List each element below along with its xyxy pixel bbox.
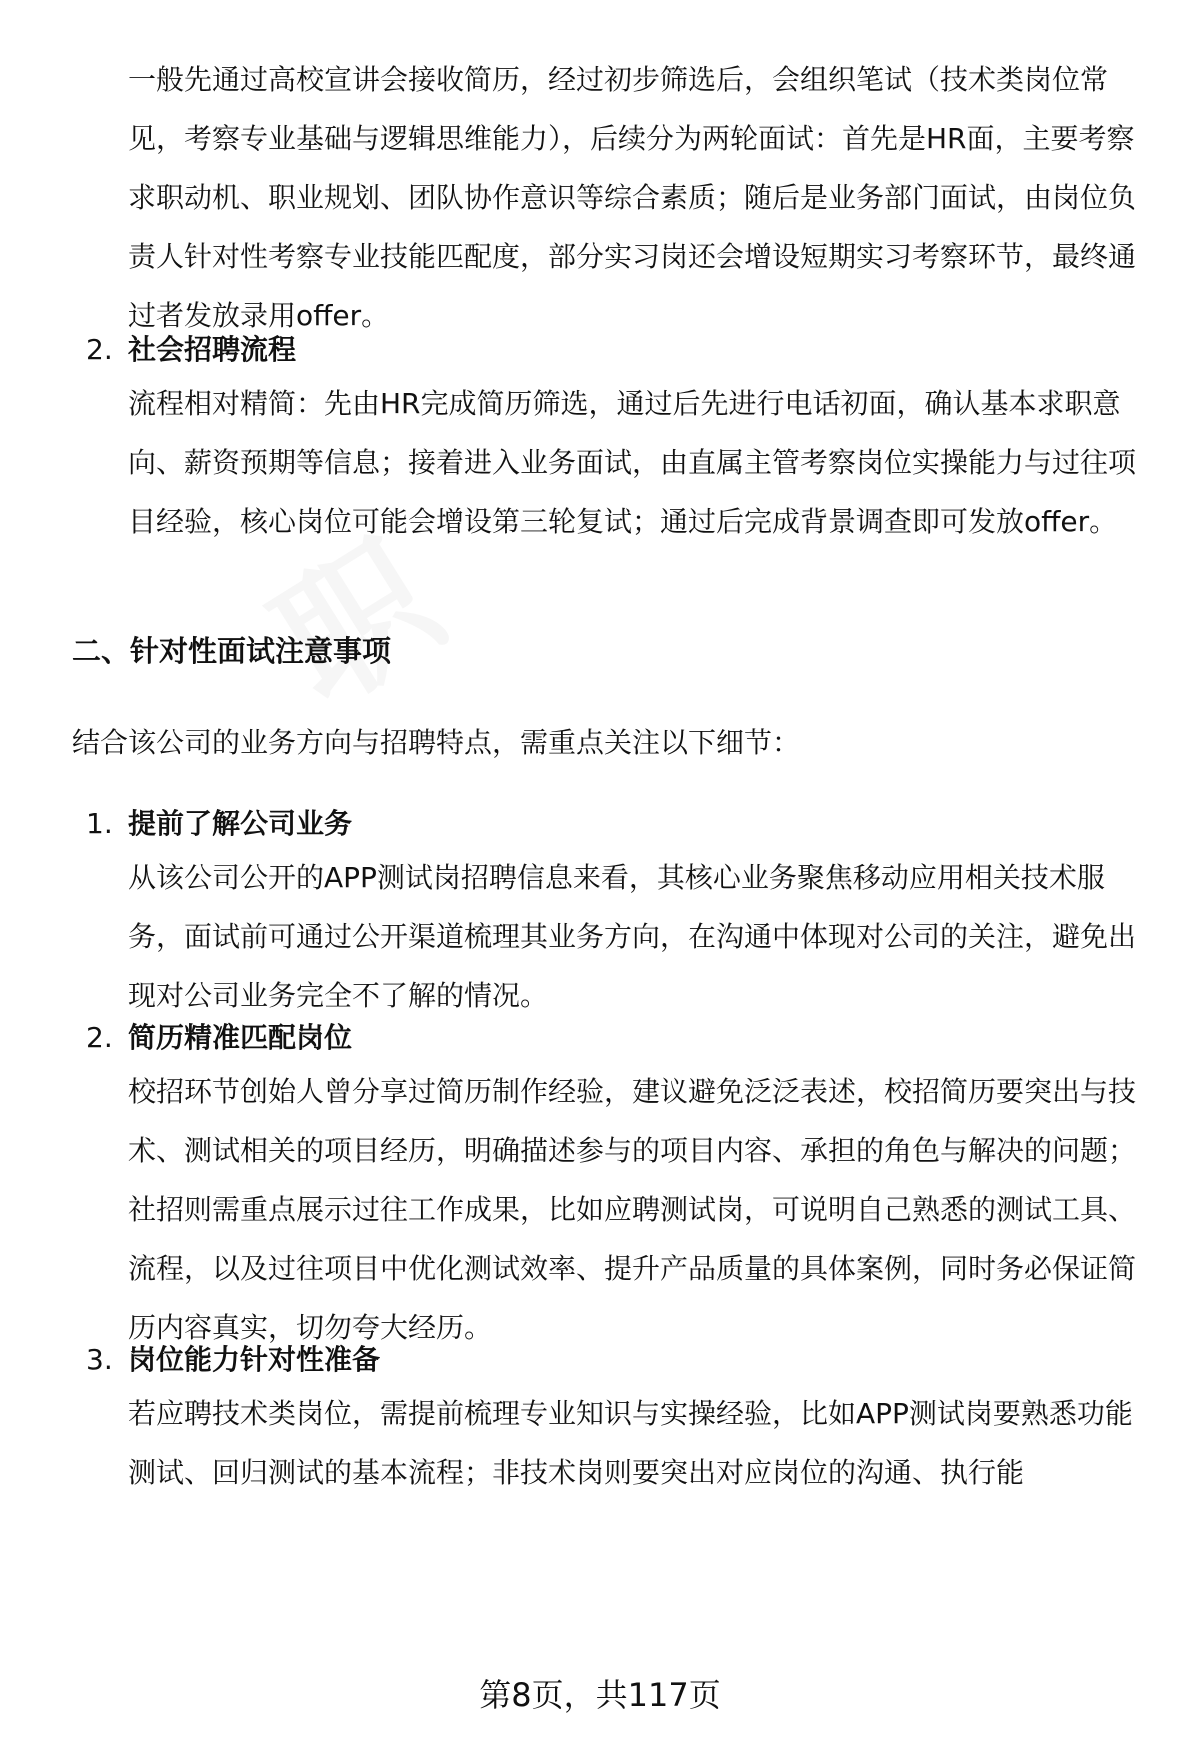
section-intro: 结合该公司的业务方向与招聘特点，需重点关注以下细节： [72,726,801,759]
list-item-number: 2. [86,1021,113,1054]
item-title-company-business: 提前了解公司业务 [128,807,353,840]
list-item-number: 2. [86,333,113,366]
campus-recruitment-body: 一般先通过高校宣讲会接收简历，经过初步筛选后，会组织笔试（技术类岗位常见，考察专业基础与逻辑思维能力），后续分为两轮面试：首先是HR面，主要考察求职动机、职业规划、团队协作意识等综合素质；随后是业务部门面试，由岗位负责人针对性考察专业技能匹配度，部分实习岗还会增设短期实习考察环节，最终通过者发放录用offer。 [128,63,1137,332]
item-body-resume-match: 校招环节创始人曾分享过简历制作经验，建议避免泛泛表述，校招简历要突出与技术、测试相关的项目经历，明确描述参与的项目内容、承担的角色与解决的问题；社招则需重点展示过往工作成果，比如应聘测试岗，可说明自己熟悉的测试工具、流程，以及过往项目中优化测试效率、提升产品质量的具体案例，同时务必保证简历内容真实，切勿夸大经历。 [128,1075,1137,1344]
section-title: 二、针对性面试注意事项 [72,634,392,668]
social-recruitment-body: 流程相对精简：先由HR完成简历筛选，通过后先进行电话初面，确认基本求职意向、薪资预期等信息；接着进入业务面试，由直属主管考察岗位实操能力与过往项目经验，核心岗位可能会增设第三轮复试；通过后完成背景调查即可发放offer。 [128,387,1137,538]
list-item-number: 1. [86,807,113,840]
list-item-number: 3. [86,1343,113,1376]
social-recruitment-title: 社会招聘流程 [128,333,297,366]
item-title-resume-match: 简历精准匹配岗位 [128,1021,353,1054]
item-body-capability-prep: 若应聘技术类岗位，需提前梳理专业知识与实操经验，比如APP测试岗要熟悉功能测试、回归测试的基本流程；非技术岗则要突出对应岗位的沟通、执行能 [128,1397,1133,1489]
page-footer: 第8页，共117页 [479,1676,721,1714]
item-body-company-business: 从该公司公开的APP测试岗招聘信息来看，其核心业务聚焦移动应用相关技术服务，面试前可通过公开渠道梳理其业务方向，在沟通中体现对公司的关注，避免出现对公司业务完全不了解的情况。 [128,861,1137,1012]
item-title-capability-prep: 岗位能力针对性准备 [128,1343,381,1376]
